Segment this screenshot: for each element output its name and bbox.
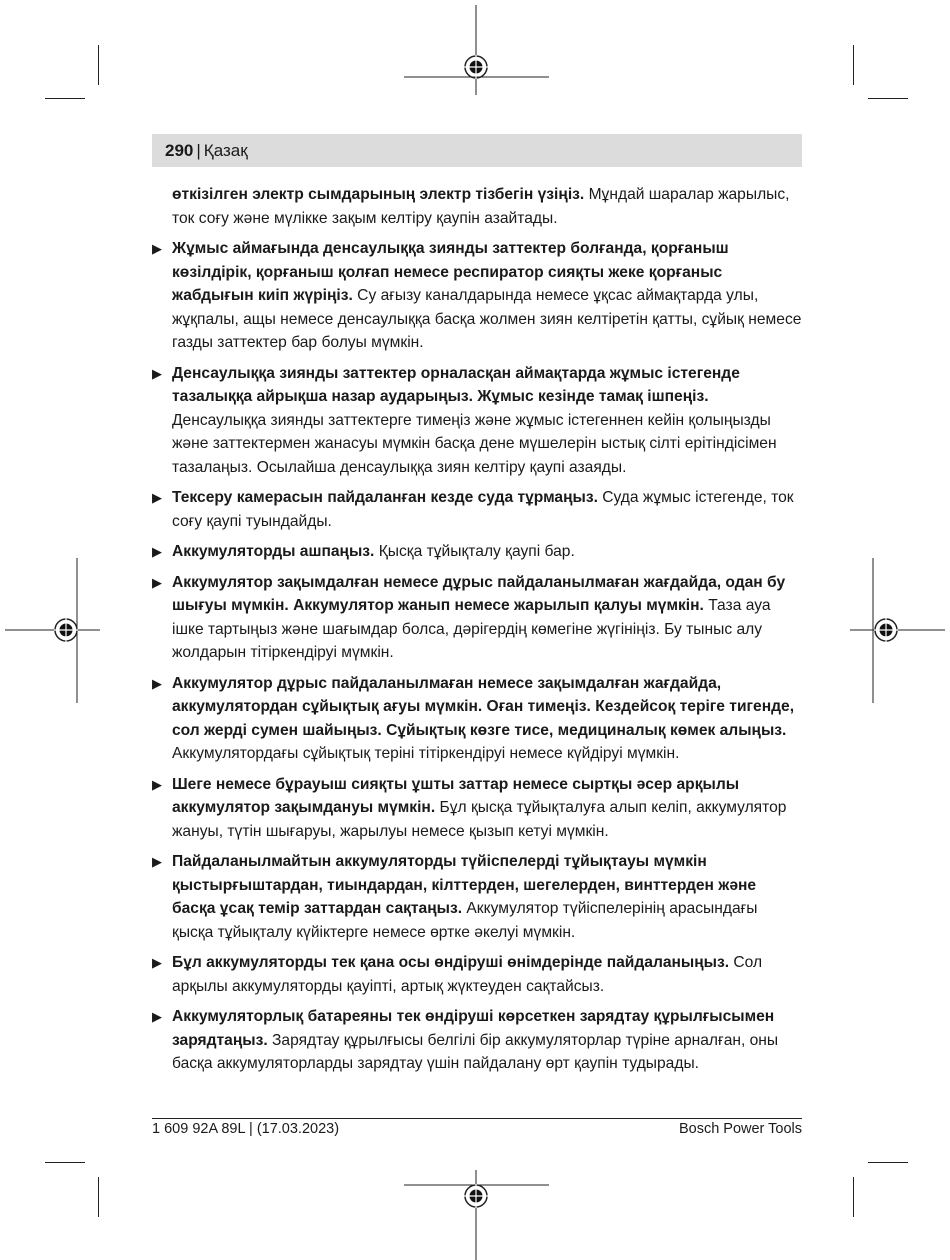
list-item (152, 1005, 802, 1076)
bullet-triangle-icon: ▶ (152, 776, 162, 792)
item-bold: Тексеру камерасын пайдаланған кезде суда тұрмаңыз. (172, 489, 598, 506)
crop-mark (868, 98, 908, 99)
item-bold: Бұл аккумуляторды тек қана осы өндіруші өнімдерінде пайдаланыңыз. (172, 954, 730, 971)
item-text: Суда жұмыс істегенде, ток соғу қаупі туындайды. (172, 489, 794, 530)
bullet-triangle-icon: ▶ (152, 854, 162, 869)
item-text: Бұл қысқа тұйықталуға алып келіп, аккумулятор жануы, түтін шығаруы, жарылуы немесе қызып кетуі мүмкін. (172, 799, 787, 840)
bullet-triangle-icon: ▶ (152, 675, 162, 691)
item-bold: Аккумуляторды ашпаңыз. (172, 543, 375, 560)
page-header (152, 134, 802, 167)
registration-mark-icon (404, 1170, 549, 1260)
list-item (152, 672, 802, 766)
crop-mark (45, 98, 85, 99)
crop-mark (853, 1177, 854, 1217)
item-bold: Аккумулятор дұрыс пайдаланылмаған немесе зақымдалған жағдайда, аккумулятордан сұйықтық ағуы мүмкін. Оған тимеңіз. Кездейсоқ теріге тигенде, сол жерді сумен шайыңыз. Сұйықтық көзге тисе, медициналық көмек алыңыз. (172, 674, 795, 739)
list-item (152, 362, 802, 480)
item-bold: Пайдаланылмайтын аккумуляторды түйіспелерді тұйықтауы мүмкін қыстырғыштардан, тиындардан, кілттерден, шегелерден, винттерден және басқа ұсақ темір заттардан сақтаңыз. (172, 853, 757, 917)
registration-mark-icon (5, 558, 100, 703)
page-content (152, 183, 802, 1083)
item-text: Денсаулыққа зиянды заттектерге тимеңіз және жұмыс істегеннен кейін қолыңызды және заттектермен жанасуы мүмкін басқа дене мүшелерін ыстық сілті ерітіндісімен тазалаңыз. Осылайша денсаулыққа зиян келтіру қаупі азаяды. (172, 411, 777, 476)
item-bold: Аккумулятор зақымдалған немесе дұрыс пайдаланылмаған жағдайда, одан бу шығуы мүмкін. Аккумулятор жанып немесе жарылып қалуы мүмкін. (172, 573, 786, 614)
item-text: Сол арқылы аккумуляторды қауіпті, артық жүктеуден сақтайсыз. (172, 954, 763, 995)
item-text: Таза ауа ішке тартыңыз және шағымдар болса, дәрігердің көмегіне жүгініңіз. Бу тыныс алу жолдарын тітіркендіруі мүмкін. (172, 597, 771, 661)
bullet-triangle-icon: ▶ (152, 955, 162, 970)
bullet-triangle-icon: ▶ (152, 241, 162, 256)
header-language: Қазақ (203, 140, 248, 160)
list-item (152, 773, 802, 844)
item-bold: Шеге немесе бұрауыш сияқты ұшты заттар немесе сыртқы әсер арқылы аккумулятор зақымдануы мүмкін. (172, 775, 740, 816)
page-number: 290 (165, 140, 194, 160)
footer-brand: Bosch Power Tools (678, 1121, 802, 1137)
list-item (152, 486, 802, 533)
item-text: Аккумулятордағы сұйықтық терінi тітіркендіруі немесе күйдіруі мүмкін. (172, 745, 680, 762)
registration-mark-icon (404, 5, 549, 95)
item-bold: Денсаулыққа зиянды заттектер орналасқан аймақтарда жұмыс істегенде тазалыққа айрықша назар аударыңыз. Жұмыс кезінде тамақ ішпеңіз. (172, 364, 740, 405)
list-item (152, 540, 802, 564)
crop-mark (853, 45, 854, 85)
lead-paragraph (152, 183, 802, 230)
list-item (152, 951, 802, 998)
list-item (152, 850, 802, 944)
item-bold: Жұмыс аймағында денсаулыққа зиянды заттектер болғанда, қорғаныш көзілдірік, қорғаныш қолғап немесе респиратор сияқты жеке қорғаныс жабдығын киіп жүріңіз. (172, 240, 729, 304)
crop-mark (98, 45, 99, 85)
item-text: Аккумулятор түйіспелерінің арасындағы қысқа тұйықталу күйіктерге немесе өртке әкелуі мүмкін. (172, 900, 758, 941)
bullet-triangle-icon: ▶ (152, 365, 162, 381)
crop-mark (98, 1177, 99, 1217)
item-bold: Аккумуляторлық батареяны тек өндіруші көрсеткен зарядтау құрылғысымен зарядтаңыз. (172, 1008, 775, 1049)
footer-divider (152, 1118, 802, 1119)
item-text: Қысқа тұйықталу қаупі бар. (374, 543, 575, 560)
registration-mark-icon (850, 558, 945, 703)
item-text: Зарядтау құрылғысы белгілі бір аккумуляторлар түріне арналған, оны басқа аккумуляторларды зарядтау үшін пайдалану өрт қаупін тудырады. (172, 1031, 779, 1072)
list-item (152, 237, 802, 355)
bullet-triangle-icon: ▶ (152, 544, 162, 559)
bullet-triangle-icon: ▶ (152, 1009, 162, 1024)
header-separator: | (196, 140, 201, 160)
list-item (152, 571, 802, 665)
crop-mark (45, 1162, 85, 1163)
lead-bold: өткізілген электр сымдарының электр тізбегін үзіңіз. (172, 186, 585, 203)
lead-text: Мұндай шаралар жарылыс, ток соғу және мүлікке зақым келтіру қаупін азайтады. (172, 186, 790, 227)
crop-mark (868, 1162, 908, 1163)
bullet-triangle-icon: ▶ (152, 490, 162, 505)
item-text: Су ағызу каналдарында немесе ұқсас аймақтарда улы, жұқпалы, ащы немесе денсаулыққа басқа жолмен зиян келтіретін қатты, сұйық немесе газды заттектер бар болуы мүмкін. (172, 287, 802, 351)
footer-doc-number: 1 609 92A 89L | (17.03.2023) (152, 1121, 340, 1137)
bullet-triangle-icon: ▶ (152, 574, 162, 590)
